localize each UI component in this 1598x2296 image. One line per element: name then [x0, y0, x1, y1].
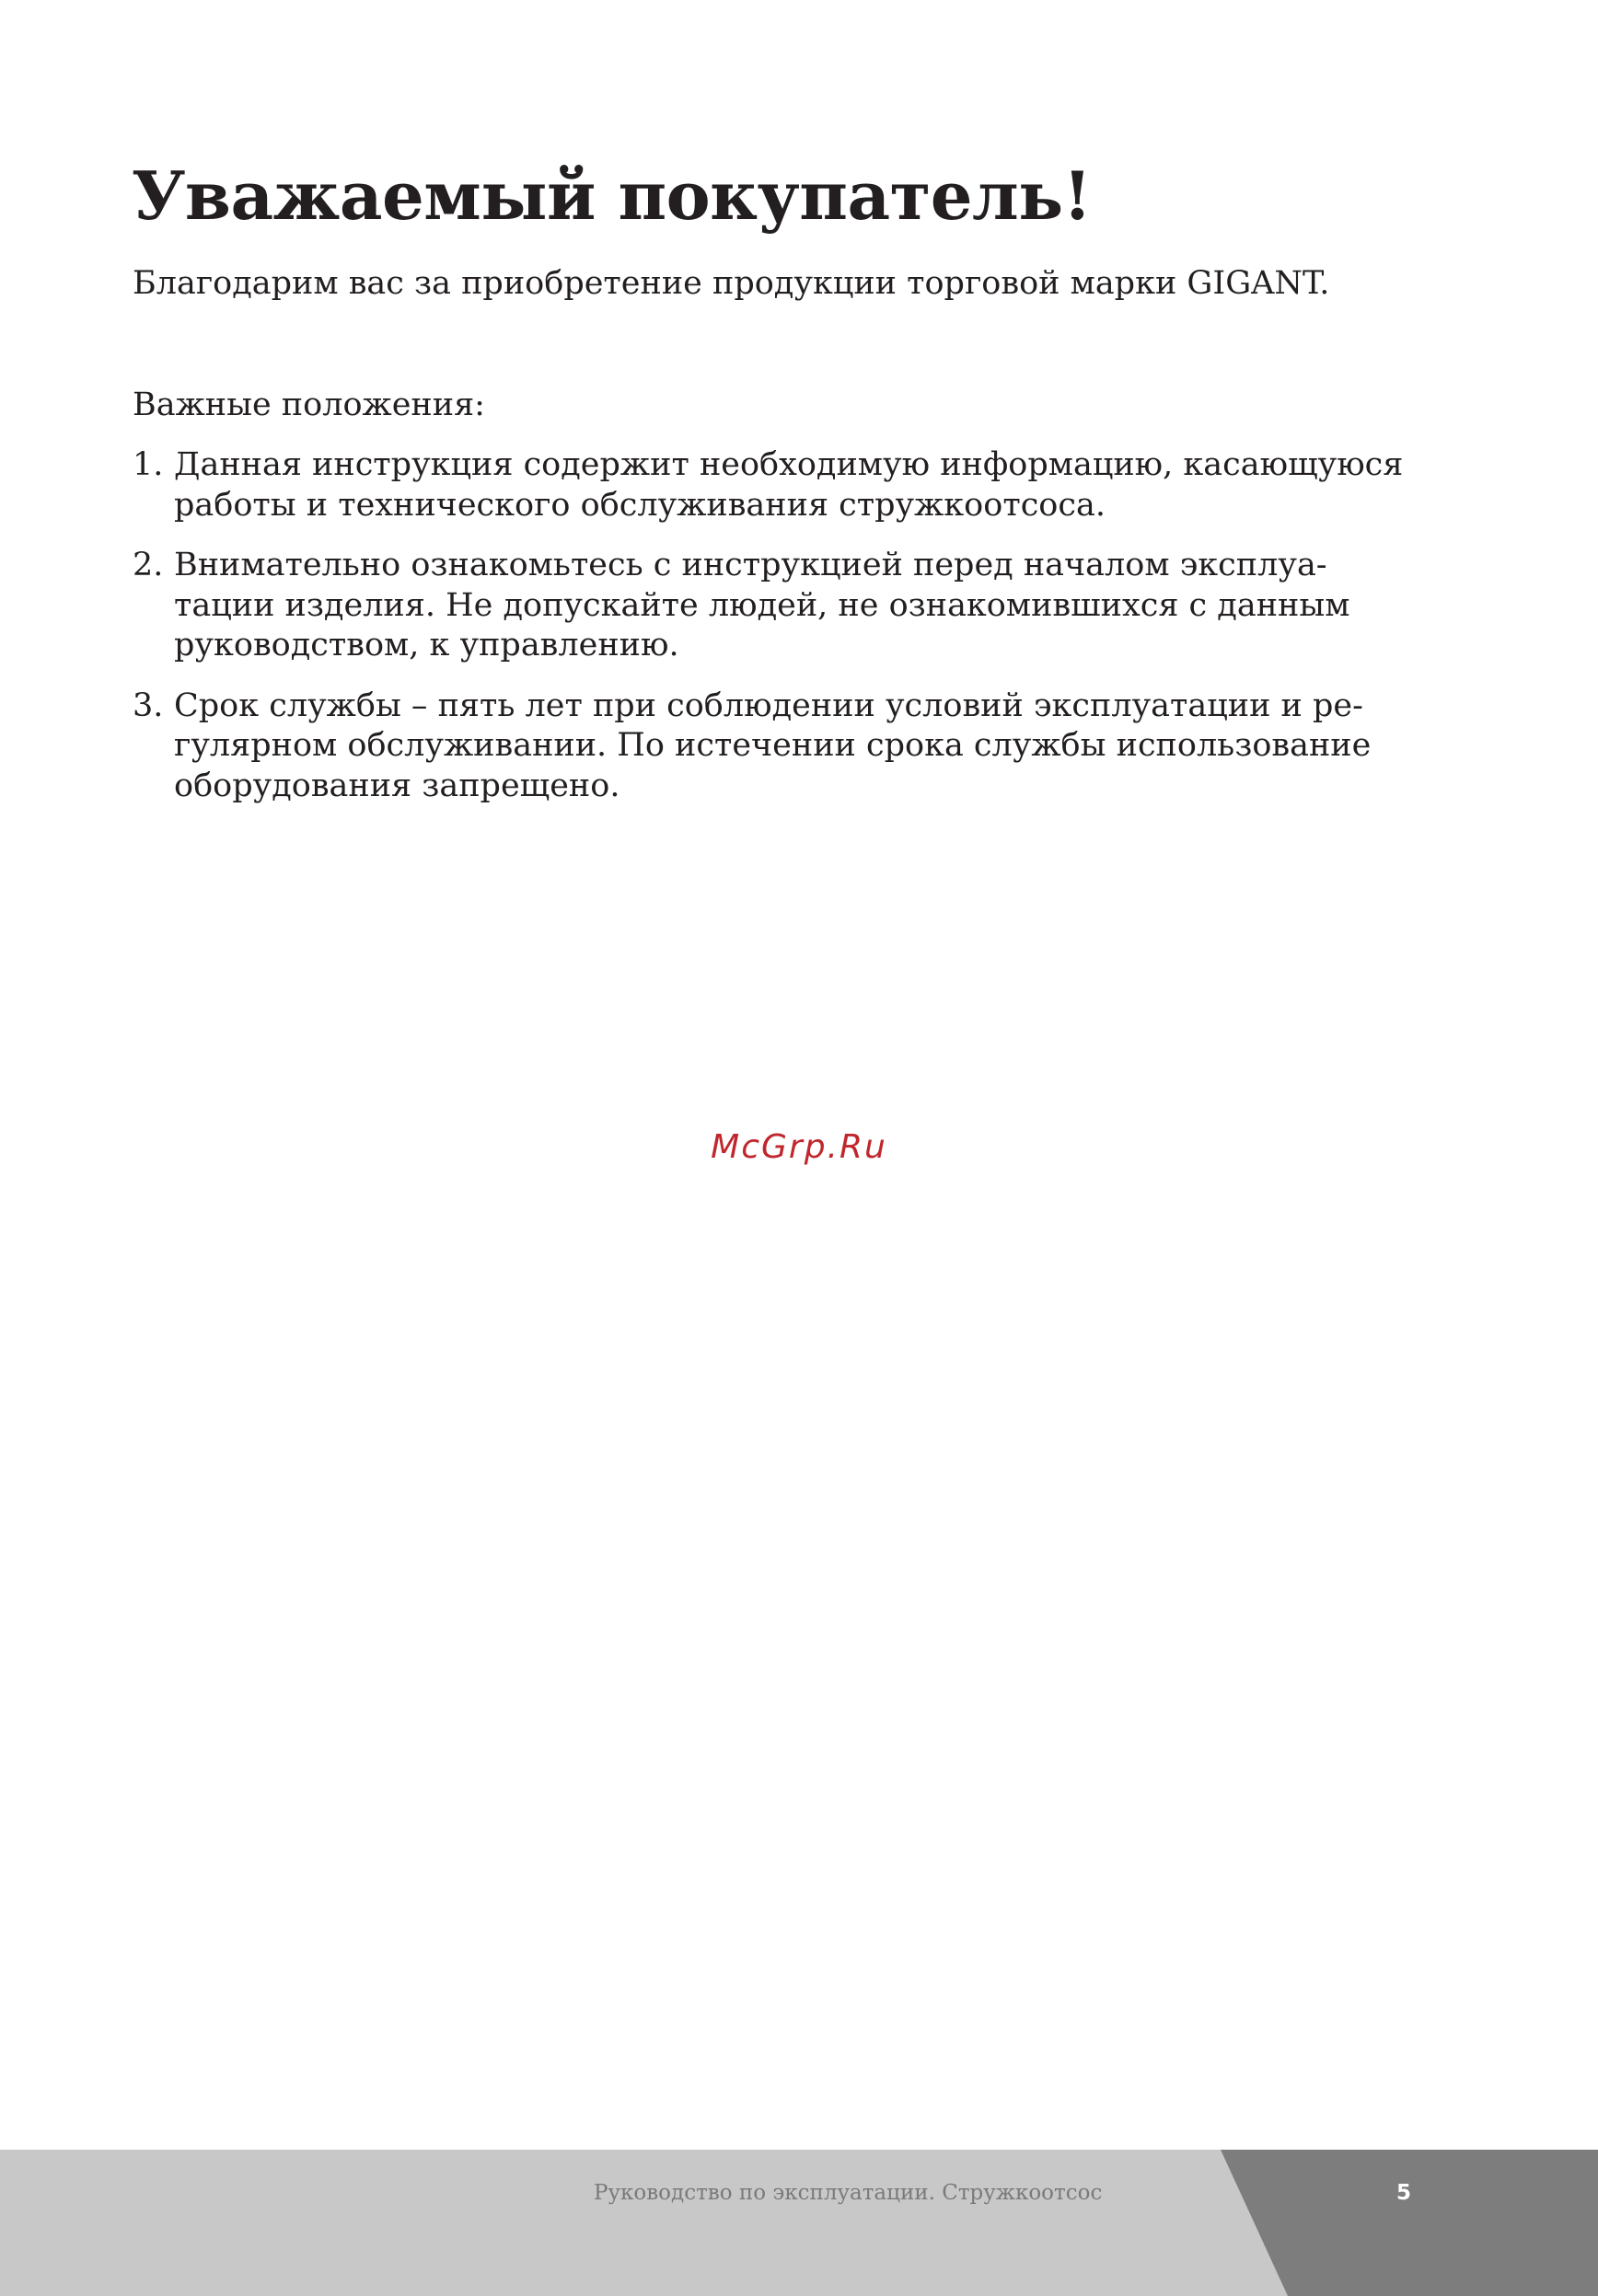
list-item-number: 3. — [133, 686, 164, 724]
list-item-line: Срок службы – пять лет при соблюдении условий эксплуатации и ре- — [174, 686, 1363, 724]
page-number: 5 — [1395, 2181, 1411, 2205]
list-item-line: Внимательно ознакомьтесь с инструкцией перед началом эксплуа- — [174, 547, 1327, 583]
provisions-list — [133, 445, 1430, 826]
list-item — [133, 686, 1430, 807]
list-item-line: гулярном обслуживании. По истечении срока службы использование — [174, 727, 1372, 764]
list-item-line: руководством, к управлению. — [174, 627, 679, 663]
list-item-line: оборудования запрещено. — [174, 767, 620, 804]
page-title: Уважаемый покупатель! — [132, 156, 1092, 235]
list-item-number: 2. — [133, 547, 164, 583]
list-item-line: работы и технического обслуживания стружкоотсоса. — [174, 486, 1106, 524]
list-item-line: тации изделия. Не допускайте людей, не ознакомившихся с данным — [174, 586, 1350, 624]
watermark-text: McGrp.Ru — [711, 1128, 887, 1166]
list-item-number: 1. — [133, 446, 164, 483]
footer-dark-shape — [1221, 2150, 1598, 2296]
page-footer — [0, 2150, 1598, 2296]
footer-title: Руководство по эксплуатации. Стружкоотсос — [594, 2181, 1103, 2205]
list-item-line: Данная инструкция содержит необходимую информацию, касающуюся — [174, 446, 1404, 483]
section-label: Важные положения: — [133, 387, 485, 423]
list-item — [133, 445, 1430, 525]
list-item — [133, 546, 1430, 666]
footer-dark-panel — [0, 2150, 1598, 2296]
intro-text: Благодарим вас за приобретение продукции торговой марки GIGANT. — [133, 265, 1330, 302]
